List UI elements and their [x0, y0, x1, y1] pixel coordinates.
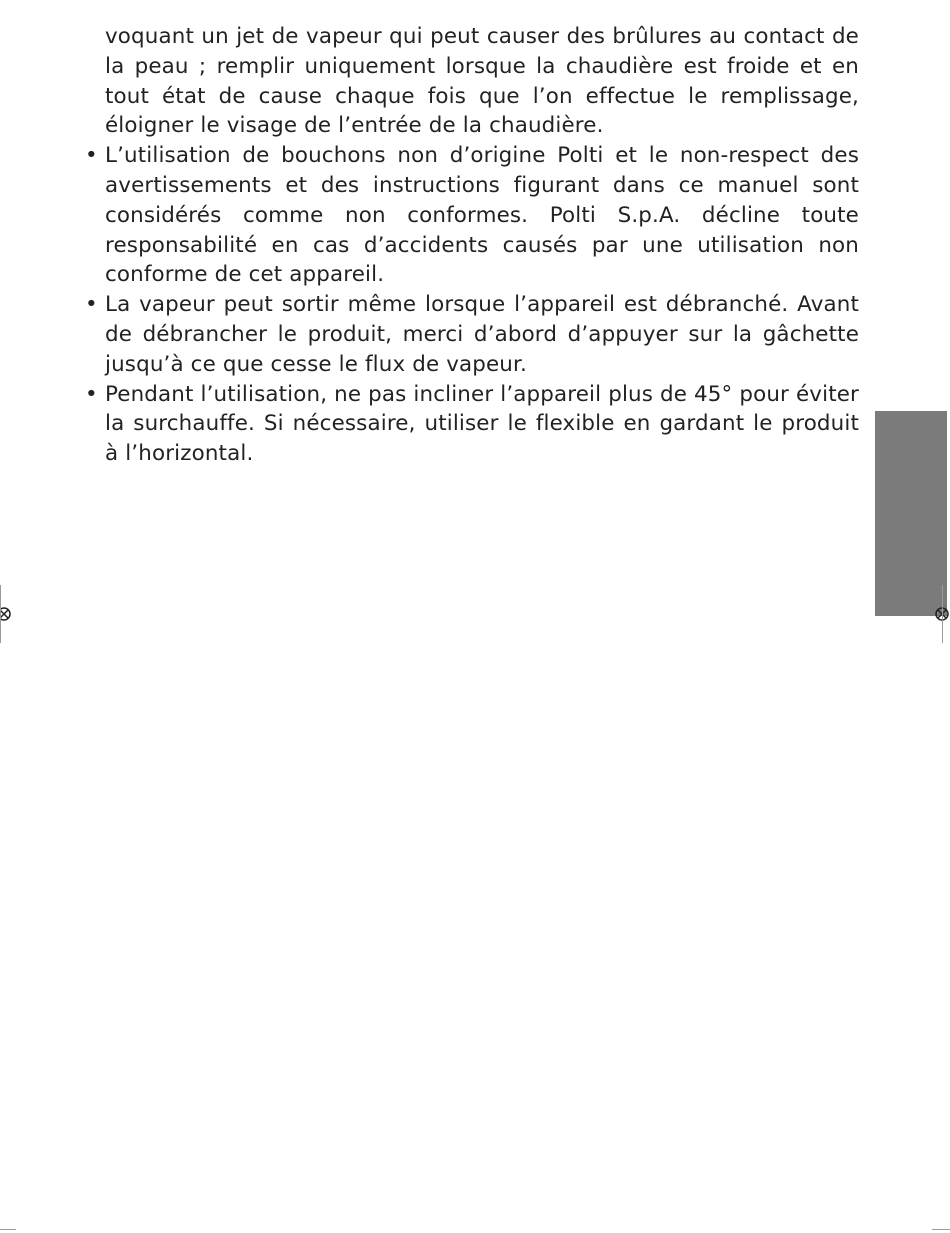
list-item [85, 290, 859, 379]
crop-line [0, 585, 1, 643]
section-tab [875, 411, 947, 616]
bullet-icon: • [85, 143, 98, 169]
intro-paragraph: voquant un jet de vapeur qui peut causer des brûlures au contact de la peau ; remplir uniquement lorsque la chaudière est froide et en tout état de cause chaque fois que l’on effectue le remplissage, éloigner le visage de l’entrée de la chaudière. [105, 24, 859, 139]
bullet-icon: • [85, 292, 98, 318]
registration-mark-icon [0, 606, 12, 622]
crop-mark [0, 1229, 16, 1230]
list-item [85, 380, 859, 469]
list-item-text: La vapeur peut sortir même lorsque l’appareil est débranché. Avant de débrancher le produit, merci d’abord d’appuyer sur la gâchette jusqu’à ce que cesse le flux de vapeur. [105, 292, 859, 377]
body-text [85, 22, 859, 469]
bullet-icon: • [85, 381, 98, 407]
list-item [85, 141, 859, 290]
list-item-text: Pendant l’utilisation, ne pas incliner l’appareil plus de 45° pour éviter la surchauffe. Si nécessaire, utiliser le flexible en gardant le produit à l’horizontal. [105, 381, 859, 467]
crop-mark [932, 1229, 950, 1230]
crop-line [942, 585, 943, 643]
list-item-text: L’utilisation de bouchons non d’origine Polti et le non-respect des avertissements et des instructions figurant dans ce manuel sont considérés comme non conformes. Polti S.p.A. décline toute responsabilité en cas d’accidents causés par une utilisation non conforme de cet appareil. [105, 143, 859, 288]
